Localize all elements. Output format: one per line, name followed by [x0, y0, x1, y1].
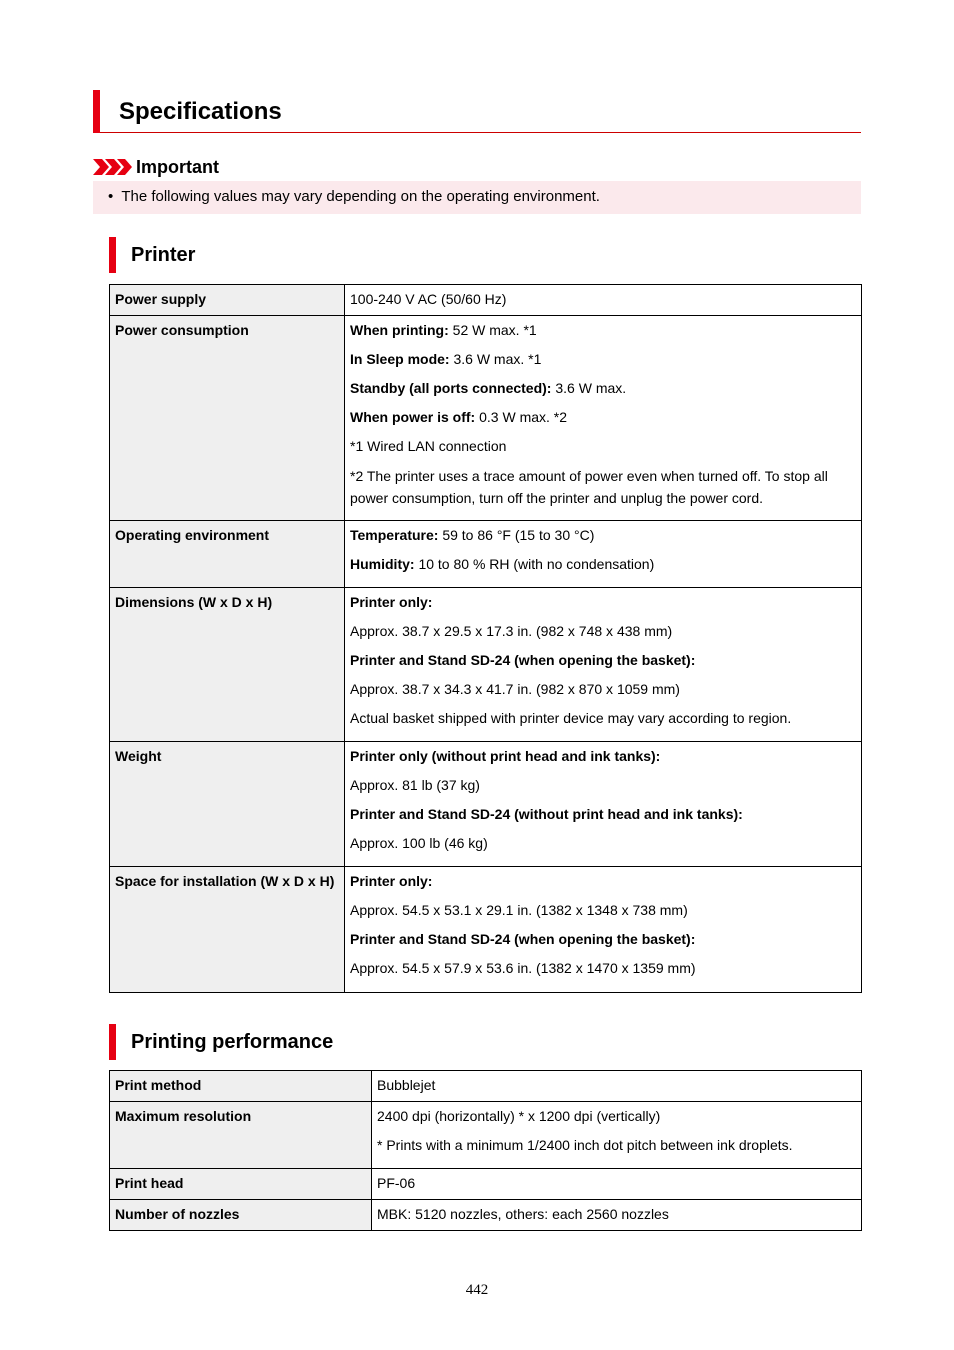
spec-label: Operating environment	[110, 521, 345, 588]
spec-label: Dimensions (W x D x H)	[110, 588, 345, 742]
table-row	[110, 588, 862, 742]
section-title: Printer	[131, 244, 196, 266]
spec-value: Temperature: 59 to 86 °F (15 to 30 °C) Humidity: 10 to 80 % RH (with no condensation)	[345, 521, 862, 588]
performance-spec-table	[109, 1070, 862, 1231]
page-number: 442	[465, 1282, 489, 1298]
table-row	[110, 1102, 862, 1169]
spec-value: Bubblejet	[372, 1071, 862, 1102]
spec-label: Print method	[110, 1071, 372, 1102]
section-title: Printing performance	[131, 1031, 334, 1053]
table-row	[110, 1071, 862, 1102]
spec-value: When printing: 52 W max. *1 In Sleep mode: 3.6 W max. *1 Standby (all ports connected): 3.6 W max. When power is off: 0.3 W max. *2 *1 Wired LAN connection *2 The printer uses a trace amount of power even when turned off. To stop all power consumption, turn off the printer and unplug the power cord.	[345, 316, 862, 521]
spec-value: MBK: 5120 nozzles, others: each 2560 nozzles	[372, 1200, 862, 1231]
page-title-text: Specifications	[119, 98, 282, 125]
spec-label: Maximum resolution	[110, 1102, 372, 1169]
important-heading-text: Important	[136, 157, 219, 177]
table-row	[110, 316, 862, 521]
important-box	[93, 181, 861, 214]
table-row	[110, 285, 862, 316]
spec-value: Printer only (without print head and ink tanks): Approx. 81 lb (37 kg) Printer and Stand SD-24 (without print head and ink tanks): Approx. 100 lb (46 kg)	[345, 742, 862, 867]
important-item: • The following values may vary depending on the operating environment.	[108, 188, 600, 205]
page-title	[93, 90, 861, 133]
spec-label: Space for installation (W x D x H)	[110, 867, 345, 993]
table-row	[110, 521, 862, 588]
spec-value: PF-06	[372, 1169, 862, 1200]
spec-label: Print head	[110, 1169, 372, 1200]
section-accent-bar	[109, 237, 116, 273]
important-item-text: The following values may vary depending on the operating environment.	[121, 188, 600, 205]
spec-value: 100-240 V AC (50/60 Hz)	[345, 285, 862, 316]
spec-label: Power consumption	[110, 316, 345, 521]
spec-label: Power supply	[110, 285, 345, 316]
spec-label: Number of nozzles	[110, 1200, 372, 1231]
table-row	[110, 742, 862, 867]
spec-value: Printer only: Approx. 54.5 x 53.1 x 29.1 in. (1382 x 1348 x 738 mm) Printer and Stand SD-24 (when opening the basket): Approx. 54.5 x 57.9 x 53.6 in. (1382 x 1470 x 1359 mm)	[345, 867, 862, 993]
section-accent-bar	[109, 1024, 116, 1060]
table-row	[110, 1200, 862, 1231]
table-row	[110, 867, 862, 993]
table-row	[110, 1169, 862, 1200]
printer-spec-table	[109, 284, 862, 993]
spec-value: Printer only: Approx. 38.7 x 29.5 x 17.3 in. (982 x 748 x 438 mm) Printer and Stand SD-24 (when opening the basket): Approx. 38.7 x 34.3 x 41.7 in. (982 x 870 x 1059 mm) Actual basket shipped with printer device may vary according to region.	[345, 588, 862, 742]
important-arrows-icon	[93, 158, 133, 176]
spec-value: 2400 dpi (horizontally) * x 1200 dpi (vertically) * Prints with a minimum 1/2400 inch dot pitch between ink droplets.	[372, 1102, 862, 1169]
title-accent-bar	[93, 90, 100, 133]
spec-label: Weight	[110, 742, 345, 867]
